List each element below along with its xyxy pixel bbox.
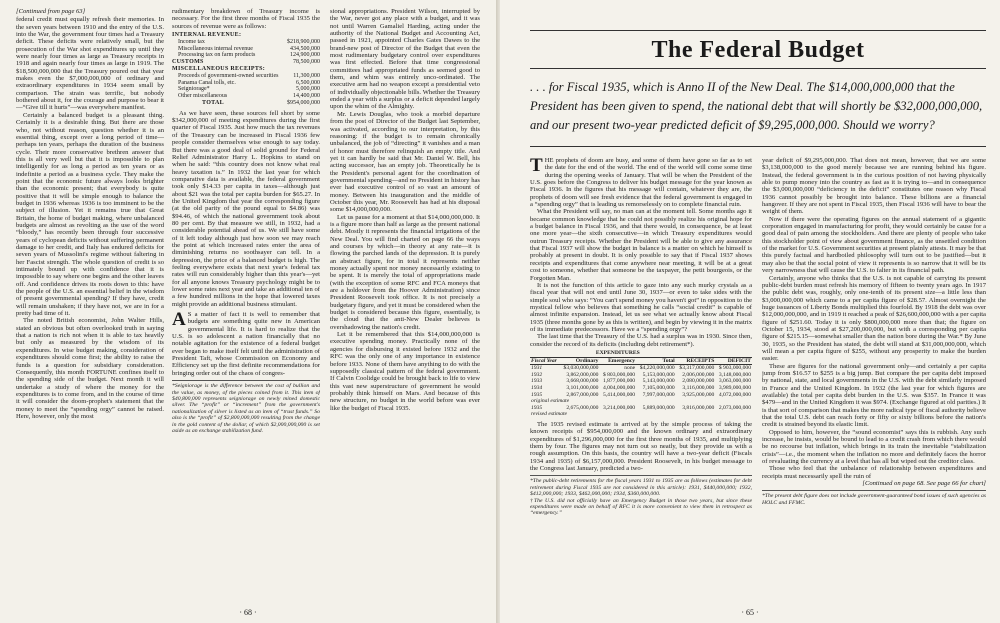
table-row: 1933 3,668,000,000 1,877,000,000 5,143,000,000 2,080,000,000 3,063,000,000 xyxy=(531,378,751,385)
table-row: 1935 2,867,000,000 5,414,000,000 7,997,000,000 3,925,000,000 4,072,000,000 xyxy=(531,391,751,398)
table-row: 1932 3,862,000,000 $ 803,000,000 5,153,000,000 2,006,000,000 3,148,000,000 xyxy=(531,371,751,378)
statement-heading: INTERNAL REVENUE: xyxy=(172,32,242,39)
article-lead: . . . for Fiscal 1935, which is Anno II of the New Deal. The $14,000,000,000 that the President has been given to spend, the national debt that will shortly be $32,000,000,000, and our present two-year predicted deficit of $9,295,000,000. Should we worry? xyxy=(530,80,983,132)
drop-cap: T xyxy=(530,157,543,176)
paragraph: Certainly a balanced budget is a pleasant thing. Certainly it is a desirable thing. But there are those who, not without reason, question whether it is an essential thing, except over a long period of time—perhaps ten years, perhaps the duration of the business cycle. Their more conservative brethren answer that this is all very well but that it is impossible to plan intelligently for as long a period as ten years or as indefinite a period as a business cycle. They make the point that the economic future always looks brighter than the economic present; that everybody is quite positive that it will be simple enough to balance the budget in 1936 whereas 1936 is too imminent to be the subject of illusion. Yet it remains true that Great Britain, the home of budget making, where unbalanced budgets are almost as revolting as the use of the word “bloody,” has recently been through four successive years of cyclopean deficits without suffering permanent damage to her credit, and Italy has endured deficits for seven years of Mussolini's regime without faltering in her Fascist strength. The whole question of credit is so intimately bound up with confidence that it is impossible to say where one begins and the other leaves off. And confidence drives its roots down to this: have the people of the U.S. an essential belief in the wisdom of present governmental spending? If they have, credit will remain unshaken; if they have not, we are in for a pretty bad time of it. xyxy=(16,111,164,318)
statement-row: Proceeds of government-owned securities 11,300,000 xyxy=(178,72,320,79)
right-page xyxy=(500,0,1000,623)
paragraph: federal credit must equally refresh their memories. In the seven years between 1910 and the entry of the U.S. into the War, the government four times had a Treasury deficit. These deficits were relatively small, but the prosecution of the War shot expenditures up until they were nearly four times as large as Treasury receipts in 1918 and again nearly four times as large in 1919. The $18,500,000,000 that the Treasury poured out that year makes even the $7,000,000,000 of ordinary and extraordinary expenditures in 1934 seem small by comparison. The strain was terrific, but nobody bothered about it, for the courage and purpose to bear it—“Give till it hurts”—was everywhere manifest. xyxy=(16,16,164,112)
right-column-2 xyxy=(762,157,986,597)
table-row: 1931 $3,030,000,000 none $4,220,000,000 $3,317,000,000 $ 903,000,000 xyxy=(531,365,751,372)
paragraph: The noted British economist, John Walter Hills, stated an obvious but often overlooked truth in saying that a nation is rich not when it is able to tax heavily but only as measured by the wisdom of its expenditures. In wise budget making, consideration of expenditures should come first; the ability to raise the funds is a question for subsidiary consideration. Consequently, this month FORTUNE confines itself to the spending side of the budget. Next month it will undertake a study of where the money for the expenditures is to come from, and in the course of time it will consider the doom-prophet's statement that the money to meet the “spending orgy” cannot be raised. Here, however, only the most xyxy=(16,317,164,420)
paragraph: What the President will say, no man can at the moment tell. Some months ago it became common knowledge that he could not possibly realize his original hope for a budget balance in Fiscal 1936, and that there would, in consequence, be at least one more year—the sixth consecutive—in which Treasury expenditures would outrun Treasury receipts. Whether the President will be able to give any assurance that Fiscal 1937 will show the budget in balance is a matter on which he himself is probably at present in doubt. It is only possible to say that if Fiscal 1937 shows receipts and expenditures that come anywhere near meeting, it will be at a great cost to someone, whether that someone be the taxpayer, the petit bourgeois, or the Forgotten Man. xyxy=(530,208,752,282)
page-number: · 68 · xyxy=(239,608,257,617)
statement-row: Processing tax on farm products 124,900,000 xyxy=(178,52,320,59)
paragraph: Certainly, anyone who thinks that the U.S. is not capable of carrying its present public-debt burden must refresh his memory of fifteen to twenty years ago. In 1917 the public debt was, roughly, only one-tenth of its present size—a little less than $3,000,000,000 which came to a per capita figure of $28.57. Almost overnight the huge issuances of Liberty Bonds multiplied this fourfold. By 1918 the debt was over $12,000,000,000, and in 1919 it reached a peak of $26,600,000,000 with a per capita figure of $251.60. Today it is only $800,000,000 more than that; the figure on October 15, 1934, stood at $27,200,000,000, but with a corresponding per capita figure of $215.15—somewhat smaller than the nation bore during the War.* By June 30, 1935, so the President has stated, the debt will stand at $31,000,000,000, which will mean a per capita figure of $255, without any prosperity to make the burden easier. xyxy=(762,274,986,363)
left-page xyxy=(0,0,496,623)
paragraph: The 1935 revised estimate is arrived at by the simple process of taking the known receipts of $954,000,000 and the known ordinary and extraordinary expenditures of $1,296,000,000 for the first three months of 1935, and multiplying them by four. The figures may not turn out so neatly, but they provide us with a rough assumption. On this basis, the country will have a two-year deficit (Fiscals 1934 and 1935) of $6,157,000,000. President Roosevelt, in his budget message to the Congress last January, predicted a two- xyxy=(530,420,752,472)
statement-row: Panama Canal tolls, etc. 6,500,000 xyxy=(178,79,320,86)
paragraph: sional appropriations. President Wilson, interrupted by the War, never got any place with a budget, and it was not until Warren Gamaliel Harding, acting under the authority of the National Budget and Accounting Act, passed in 1921, appointed Charles Gates Dawes to the brand-new post of Director of the Budget that even the most rudimentary budgetary control over expenditures was first effected. Before that time congressional committees had appropriated funds as seemed good to them, and whim was entirely unco-ordinated. The executive arm had no weapon except a presidential veto of individually objectionable bills. Whether the Treasury ended a year with a surplus or a deficit depended largely upon the whim of the Almighty. xyxy=(330,8,480,111)
table-note-row: original estimate xyxy=(531,398,570,405)
paragraph: Mr. Lewis Douglas, who took a morbid departure from the post of Director of the Budget last September, was activated, according to our interpretation, by this reasoning: if the budget is to remain chronically unbalanced, the job of “directing” it vanishes and a man of honor must therefore relinquish an empty title. And yet it can hardly be said that Mr. Daniel W. Bell, his acting successor, has an empty job. Theoretically he is the President's personal agent for the coordination of governmental spending—and no President in history has ever had executive control of so vast an amount of money. Between his inauguration and the middle of October this year, Mr. Roosevelt has had at his disposal some $14,000,000,000. xyxy=(330,110,480,214)
statement-total-row: TOTAL $954,000,000 xyxy=(202,100,320,106)
paragraph: It is not the function of this article to gaze into any such murky crystals as a fiscal year that will not end until June 30, 1937—or even to take sides with the simple soul who says: “You can't spend money you haven't got” in opposition to the mystical fellow who believes that something he calls “social credit” is capable of almost infinite expansion. Instead, let us see what we actually know about Fiscal 1935 (three months gone by as this is written), and begin by viewing it in the matrix of its immediate predecessors. Have we a “spending orgy”? xyxy=(530,281,752,333)
footnote: *The public-debt retirements for the fiscal years 1931 to 1935 are as follows (estimates for debt retirement during Fiscal 1935 are not considered in this article): 1931, $440,000,000; 1932, $412,000,000; 1933, $462,000,000; 1934, $360,000,000. †The U.S. did not officially have an Emergency Budget in those two years, but since these expenditures were made on behalf of RFC it is more convenient to view them in retrospect as “emergency.” xyxy=(530,475,752,516)
paragraph: Let us pause for a moment at that $14,000,000,000. It is a figure more than half as large as the present national debt. Mostly it represents the financial irrigations of the New Deal. You will find charted on page 66 the ways and courses by which—in theory at any rate—it is flowing the parched lands of the depression. It is purely an abstract figure, for in total it represents neither money actually spent nor money necessarily existing to be spent. It is merely the total of appropriations made (with the exception of some RFC and FCA moneys that are a holdover from the Hoover Administration) since President Roosevelt took office. It is not precisely a budgetary figure, and yet it must be considered when the budget is considered because this figure, essentially, is the cloud that the anti-New Dealer believes is overshadowing the nation's credit. xyxy=(330,213,480,331)
statement-heading: MISCELLANEOUS RECEIPTS: xyxy=(172,66,266,73)
continued-note: [Continued from page 63] xyxy=(16,8,86,15)
drop-cap: A xyxy=(172,309,186,331)
table-row: 1935 2,675,000,000 3,214,000,000 5,889,000,000 3,816,000,000 2,073,000,000 xyxy=(531,404,751,411)
footnote: *Seigniorage is the difference between the cost of bullion and the value, as money, of the pieces coined from it. This item of $40,800,000 represents seigniorage on newly mined domestic silver. The “profit” or “increment” from the government's nationalization of silver is listed as an item of “trust funds.” So also is the “profit” of $2,800,000,000 resulting from the change in the gold content of the dollar, of which $2,000,000,000 is set aside as an exchange stabilization fund. xyxy=(172,380,320,434)
article-title: The Federal Budget xyxy=(651,37,865,63)
paragraph: As we have seen, these sources fell short by some $342,000,000 of meeting expenditures during the first quarter of Fiscal 1935. Just how much the tax revenues of the Treasury can be increased in Fiscal 1936 few people consider themselves wise enough to say today. But there was a good deal of solid ground for Federal Relief Administrator Harry L. Hopkins to stand on when he said: “this country does not know what real heavy taxation is.” In 1932 the last year for which comparative data is available, the federal government took only $14.33 per capita in taxes—although just about $21 was the total per capita burden for $65.27. In the United Kingdom that year the corresponding figure (at the old parity of the pound equal to $4.86) was $94.46, of which the national government took about 80 per cent. By that measure we still, in 1932, had a considerable potential ahead of us. We still have some of it left today although just how soon we may reach the point at which increased rates enter the area of diminishing returns no soothsayer can tell. In a depression, the price of a balanced budget is high. The feeling everywhere exists that next year's federal tax rates will run considerably higher than this year's—yet for all anyone knows Treasury psychology might be to lower some rates next year and take an additional ten of a few hundred millions in the hope that lowered taxes might provide an additional business stimulant. xyxy=(172,109,320,308)
statement-row: CUSTOMS 78,500,000 xyxy=(172,59,320,66)
statement-row: Seigniorage* 5,000,000 xyxy=(178,86,320,93)
left-column-3 xyxy=(330,8,480,606)
statement-row: Income tax $218,900,000 xyxy=(178,38,320,45)
paragraph: year deficit of $9,295,000,000. That does not mean, however, that we are some $3,138,000,000 to the good merely because we are running behind his figure. Instead, the federal government is in the curious position of not having physically able to pump money into the country as fast as it is trying to—and in consequence the $3,000,000,000 “deficiency in the deficit” constitutes one reason why Fiscal 1936 cannot possibly be brought into balance. These billions are a financial hangover. If they are not spent in Fiscal 1935, then Fiscal 1936 will have to bear the weight of them. xyxy=(762,157,986,216)
left-column-2 xyxy=(172,8,320,606)
paragraph: These are figures for the national government only—and certainly a per capita jump from $16.57 to $255 is a big jump. But compare the per capita debt imposed by national, state, and local governments in the U.S. with the debt similarly imposed in France and the United Kingdom. In 1932 (the last year for which figures are available) the total per capita debt burden in the U.S. was $357. In France it was $479—and in the United Kingdom it was $974. (Exchange figured at old parities.) It is that sort of comparison that makes the more radical type of fiscal authority believe that the total U.S. debt can reach forty or fifty or sixty billions before the nation's credit is strained beyond its elastic limit. xyxy=(762,362,986,429)
paragraph: THE prophets of doom are busy, and some of them have gone so far as to set the date for the end of the world. The end of the world will come some time during the opening weeks of January. That will be when the President of the U.S. goes before the Congress to deliver his budget message for the year known as Fiscal 1936. In the figures that his message will contain, whatever they are, the prophets of doom will see fresh evidence that the federal government is engaged in a “spending orgy” that is leading us remorselessly on to complete financial ruin. xyxy=(530,157,752,209)
table-group-header: EXPENDITURES xyxy=(530,350,752,357)
title-rule-top xyxy=(530,30,986,31)
lead-rule xyxy=(530,146,986,147)
table-row: 1934 3,101,000,000 4,004,000,000 7,105,000,000 3,116,000,000 3,989,000,000 xyxy=(531,384,751,391)
deficit-table xyxy=(530,350,752,418)
left-column-1 xyxy=(16,8,164,606)
footnote: *The present debt figure does not include government-guaranteed bond issues of such agencies as HOLC and FFMC. xyxy=(762,490,986,506)
paragraph: A S a matter of fact it is well to remember that budgets are something quite new in American governmental life. It is hard to realize that the U.S. is so adolescent a nation financially that no notable agitation for the existence of a federal budget ever began to make itself felt until the administration of President Taft, whose Commission on Economy and Efficiency set up the first definite recommendations for bringing order out of the chaos of congres- xyxy=(172,309,320,377)
paragraph: Those who feel that the unbalance of relationship between expenditures and receipts must necessarily spell the ruin of xyxy=(762,465,986,480)
right-column-1 xyxy=(530,157,752,597)
revenue-statement xyxy=(172,32,320,107)
paragraph: rudimentary breakdown of Treasury income is necessary. For the first three months of Fiscal 1935 the sources of revenue were as follows: xyxy=(172,8,320,30)
page-number: · 65 · xyxy=(741,608,759,617)
title-rule-bottom xyxy=(530,68,986,69)
paragraph: The last time that the Treasury of the U.S. had a surplus was in 1930. Since then, consider the record of its deficits (including debt retirement*). xyxy=(530,333,752,348)
table-header-row: Fiscal Year Ordinary Emergency Total RECEIPTS DEFICIT xyxy=(531,357,751,364)
table-note-row: revised estimate xyxy=(531,411,567,418)
paragraph: Now if there were the operating figures on the annual statement of a gigantic corporation engaged in manufacturing for profit, they would certainly be cause for a good deal of pain among the stockholders. And there are plenty of people who take this stockholder point of view about government finance, as the unsettled condition of the market for U.S. Government securities at present plainly attests. It may be that this purely factual and hardboiled philosophy will turn out to be justified—but it may also be that the social point of view it represents is so narrow that it will be its very narrowness that will cause the U.S. to falter in its financial path. xyxy=(762,215,986,275)
statement-row: Miscellaneous internal revenue 434,500,000 xyxy=(178,45,320,52)
paragraph: Opposed to him, however, the “sound economist” says this is rubbish. Any such increase, he insists, would be bound to lead to a credit crash from which there would be no recourse but inflation, which brings in its train the inevitable “stabilization crisis”—i.e., the moment when the inflation no more and definitely faces the horror of revaluating the currency at a level that has all but wiped out the creditor class. xyxy=(762,428,986,466)
statement-row: Other miscellaneous 14,400,000 xyxy=(178,93,320,100)
paragraph: Let it be remembered that this $14,000,000,000 is executive spending money. Practically none of the agencies for disbursing it existed before 1932 and the RFC was the only one of any importance in existence before 1933. None of them have anything to do with the supposedly classical pattern of the federal government. If Calvin Coolidge could be brought back to life to view this vast new superstructure of government he would probably think himself on Mars. And because of this new structure, no budget in the world before was ever like the budget of Fiscal 1935. xyxy=(330,331,480,412)
continued-note: [Continued on page 68. See page 66 for chart] xyxy=(862,480,986,488)
